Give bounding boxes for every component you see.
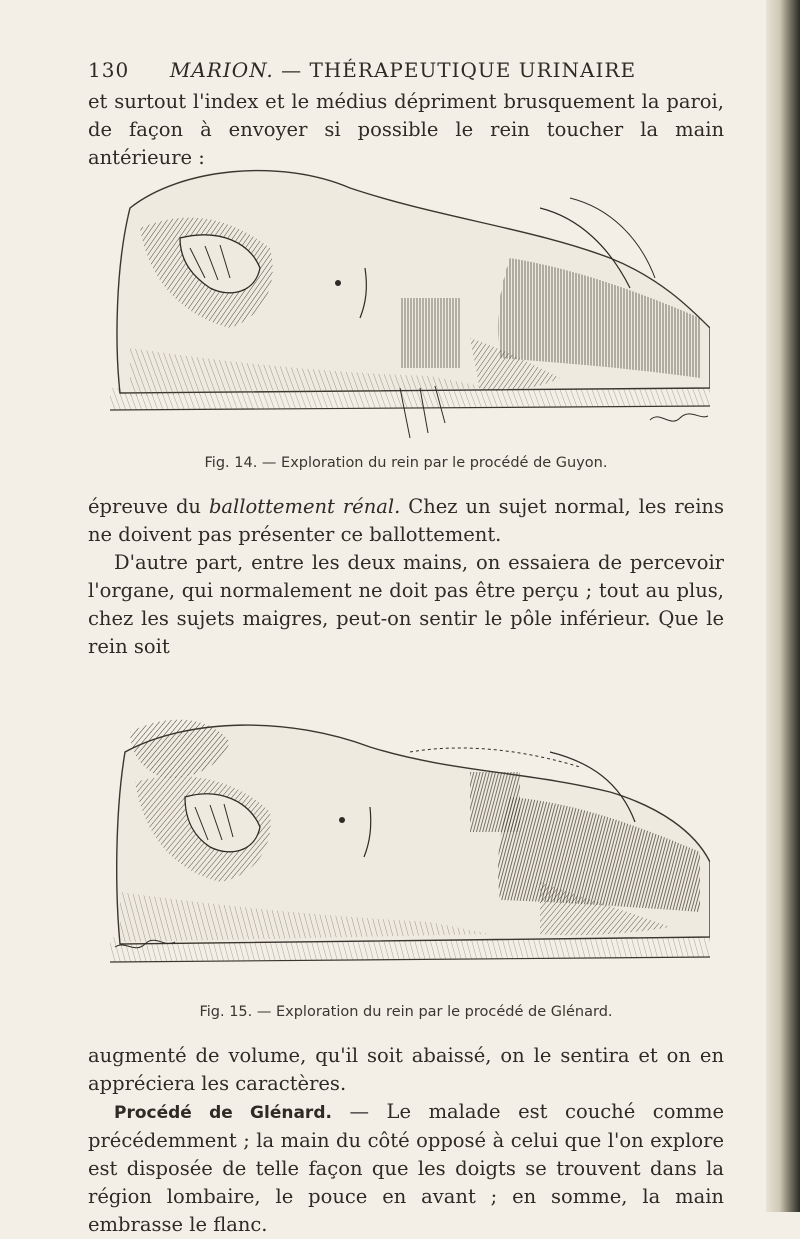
page-edge-shadow xyxy=(766,0,800,1212)
paragraph-2-emphasis: ballottement rénal. xyxy=(208,495,401,518)
paragraph-4-text: augmenté de volume, qu'il soit abaissé, on le sentira et on en appréciera les caractères. xyxy=(88,1044,724,1095)
paragraph-2-before: épreuve du xyxy=(88,495,209,518)
paragraph-2 xyxy=(88,493,724,661)
paragraph-1-text: et surtout l'index et le médius dépriment brusquement la paroi, de façon à envoyer si possible le rein toucher la main antérieure : xyxy=(88,90,724,169)
paragraph-5-lead: Procédé de Glénard. xyxy=(114,1103,332,1123)
book-title: THÉRAPEUTIQUE URINAIRE xyxy=(309,58,637,82)
paragraph-4-5 xyxy=(88,1042,724,1239)
figure-15 xyxy=(110,712,710,992)
paragraph-5-text xyxy=(88,1098,724,1239)
paragraph-2-text xyxy=(88,493,724,549)
page-number: 130 xyxy=(88,58,130,82)
figure-15-caption: Fig. 15. — Exploration du rein par le procédé de Glénard. xyxy=(199,1004,613,1020)
paragraph-3-text: D'autre part, entre les deux mains, on essaiera de percevoir l'organe, qui normalement ne doit pas être perçu ; tout au plus, chez les sujets maigres, peut-on sentir le pôle inférieur. Que le rein soit xyxy=(88,551,724,658)
running-header xyxy=(88,58,718,84)
header-separator: — xyxy=(273,58,310,82)
figure-14-engraving xyxy=(110,148,710,448)
running-title xyxy=(88,58,718,82)
paragraph-5-body: — Le malade est couché comme précédemment ; la main du côté opposé à celui que l'on explore est disposée de telle façon que les doigts se trouvent dans la région lombaire, le pouce en avant ; en somme, la main embrasse le flanc. xyxy=(88,1100,724,1236)
figure-14 xyxy=(110,148,710,448)
paragraph-2-after: Chez un sujet normal, les reins ne doivent pas présenter ce ballottement. xyxy=(88,495,724,546)
author-name: MARION. xyxy=(169,58,274,82)
figure-15-engraving xyxy=(110,712,710,992)
figure-14-caption: Fig. 14. — Exploration du rein par le procédé de Guyon. xyxy=(204,455,608,471)
